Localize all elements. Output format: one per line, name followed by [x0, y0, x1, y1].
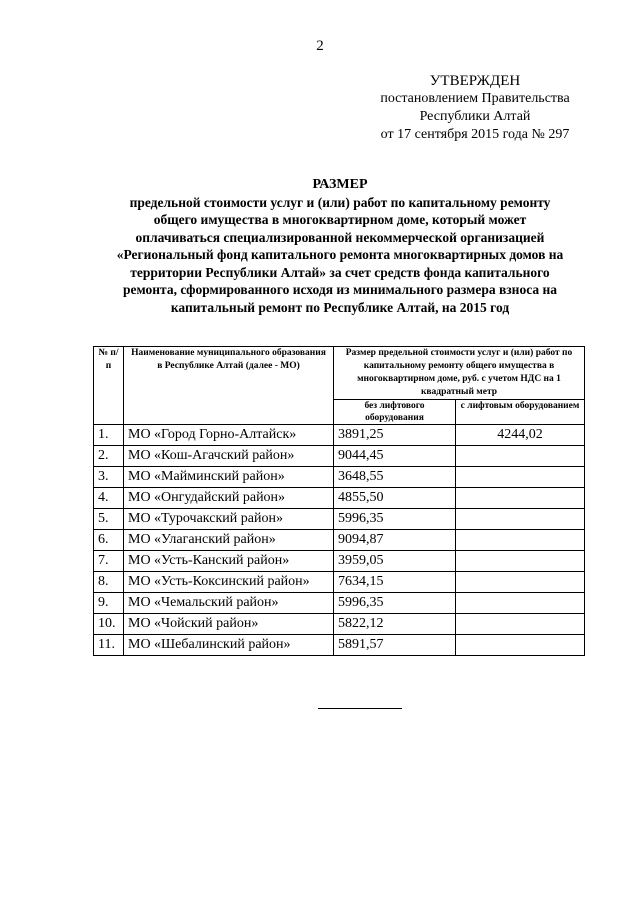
row-num: 3. [94, 467, 124, 488]
row-no-lift: 7634,15 [334, 572, 456, 593]
row-no-lift: 3891,25 [334, 425, 456, 446]
row-name: МО «Улаганский район» [124, 530, 334, 551]
heading-line-2: общего имущества в многоквартирном доме, который может [153, 212, 527, 227]
row-no-lift: 5996,35 [334, 593, 456, 614]
row-with-lift [456, 572, 585, 593]
row-no-lift: 9044,45 [334, 446, 456, 467]
row-no-lift: 5822,12 [334, 614, 456, 635]
approval-title: УТВЕРЖДЕН [429, 73, 521, 89]
header-no-lift: без лифтового оборудования [334, 400, 456, 425]
cost-table [93, 346, 585, 656]
heading-line-1: предельной стоимости услуг и (или) работ по капитальному ремонту [129, 194, 551, 210]
row-num: 5. [94, 509, 124, 530]
row-no-lift: 5996,35 [334, 509, 456, 530]
table-row [94, 509, 585, 530]
row-name: МО «Кош-Агачский район» [124, 446, 334, 467]
row-num: 11. [94, 635, 124, 656]
header-cost: Размер предельной стоимости услуг и (или) работ по капитальному ремонту общего имущества в многоквартирном доме, руб. с учетом НДС на 1 квадратный метр [334, 347, 585, 400]
approval-line-1: постановлением Правительства [380, 91, 570, 106]
row-with-lift: 4244,02 [456, 425, 585, 446]
row-name: МО «Усть-Коксинский район» [124, 572, 334, 593]
header-with-lift: с лифтовым оборудованием [456, 400, 585, 425]
row-name: МО «Онгудайский район» [124, 488, 334, 509]
heading-line-7: капитальный ремонт по Республике Алтай, на 2015 год [170, 299, 510, 315]
row-num: 9. [94, 593, 124, 614]
row-no-lift: 3959,05 [334, 551, 456, 572]
row-name: МО «Чемальский район» [124, 593, 334, 614]
heading-line-4: «Региональный фонд капитального ремонта многоквартирных домов на [116, 247, 564, 262]
row-num: 10. [94, 614, 124, 635]
table-row [94, 572, 585, 593]
row-with-lift [456, 488, 585, 509]
row-name: МО «Город Горно-Алтайск» [124, 425, 334, 446]
approval-line-3: от 17 сентября 2015 года № 297 [380, 127, 570, 142]
row-with-lift [456, 530, 585, 551]
table-row [94, 614, 585, 635]
row-no-lift: 4855,50 [334, 488, 456, 509]
row-name: МО «Шебалинский район» [124, 635, 334, 656]
table-row [94, 530, 585, 551]
page-number: 2 [316, 38, 324, 54]
row-with-lift [456, 551, 585, 572]
table-row [94, 425, 585, 446]
heading-line-5: территории Республики Алтай» за счет средств фонда капитального [130, 264, 550, 280]
document-heading [80, 176, 600, 316]
table-row [94, 593, 585, 614]
table-row [94, 446, 585, 467]
table-row [94, 488, 585, 509]
approval-line-2: Республики Алтай [419, 109, 531, 124]
row-name: МО «Чойский район» [124, 614, 334, 635]
row-with-lift [456, 509, 585, 530]
header-name: Наименование муниципального образования в Республике Алтай (далее - МО) [124, 347, 334, 425]
row-num: 6. [94, 530, 124, 551]
row-with-lift [456, 467, 585, 488]
table-row [94, 635, 585, 656]
heading-line-6: ремонта, сформированного исходя из минимального размера взноса на [122, 282, 558, 297]
heading-title: РАЗМЕР [312, 177, 368, 192]
row-name: МО «Турочакский район» [124, 509, 334, 530]
closing-divider [318, 708, 402, 709]
row-num: 2. [94, 446, 124, 467]
approval-block [360, 72, 590, 144]
row-num: 8. [94, 572, 124, 593]
table-row [94, 467, 585, 488]
row-num: 1. [94, 425, 124, 446]
row-no-lift: 9094,87 [334, 530, 456, 551]
row-name: МО «Майминский район» [124, 467, 334, 488]
header-num: № п/п [94, 347, 124, 425]
row-with-lift [456, 446, 585, 467]
table-header-row [94, 347, 585, 400]
heading-line-3: оплачиваться специализированной некоммерческой организацией [135, 229, 545, 245]
row-no-lift: 3648,55 [334, 467, 456, 488]
row-with-lift [456, 593, 585, 614]
row-no-lift: 5891,57 [334, 635, 456, 656]
row-name: МО «Усть-Канский район» [124, 551, 334, 572]
table-row [94, 551, 585, 572]
row-num: 4. [94, 488, 124, 509]
row-num: 7. [94, 551, 124, 572]
row-with-lift [456, 635, 585, 656]
row-with-lift [456, 614, 585, 635]
